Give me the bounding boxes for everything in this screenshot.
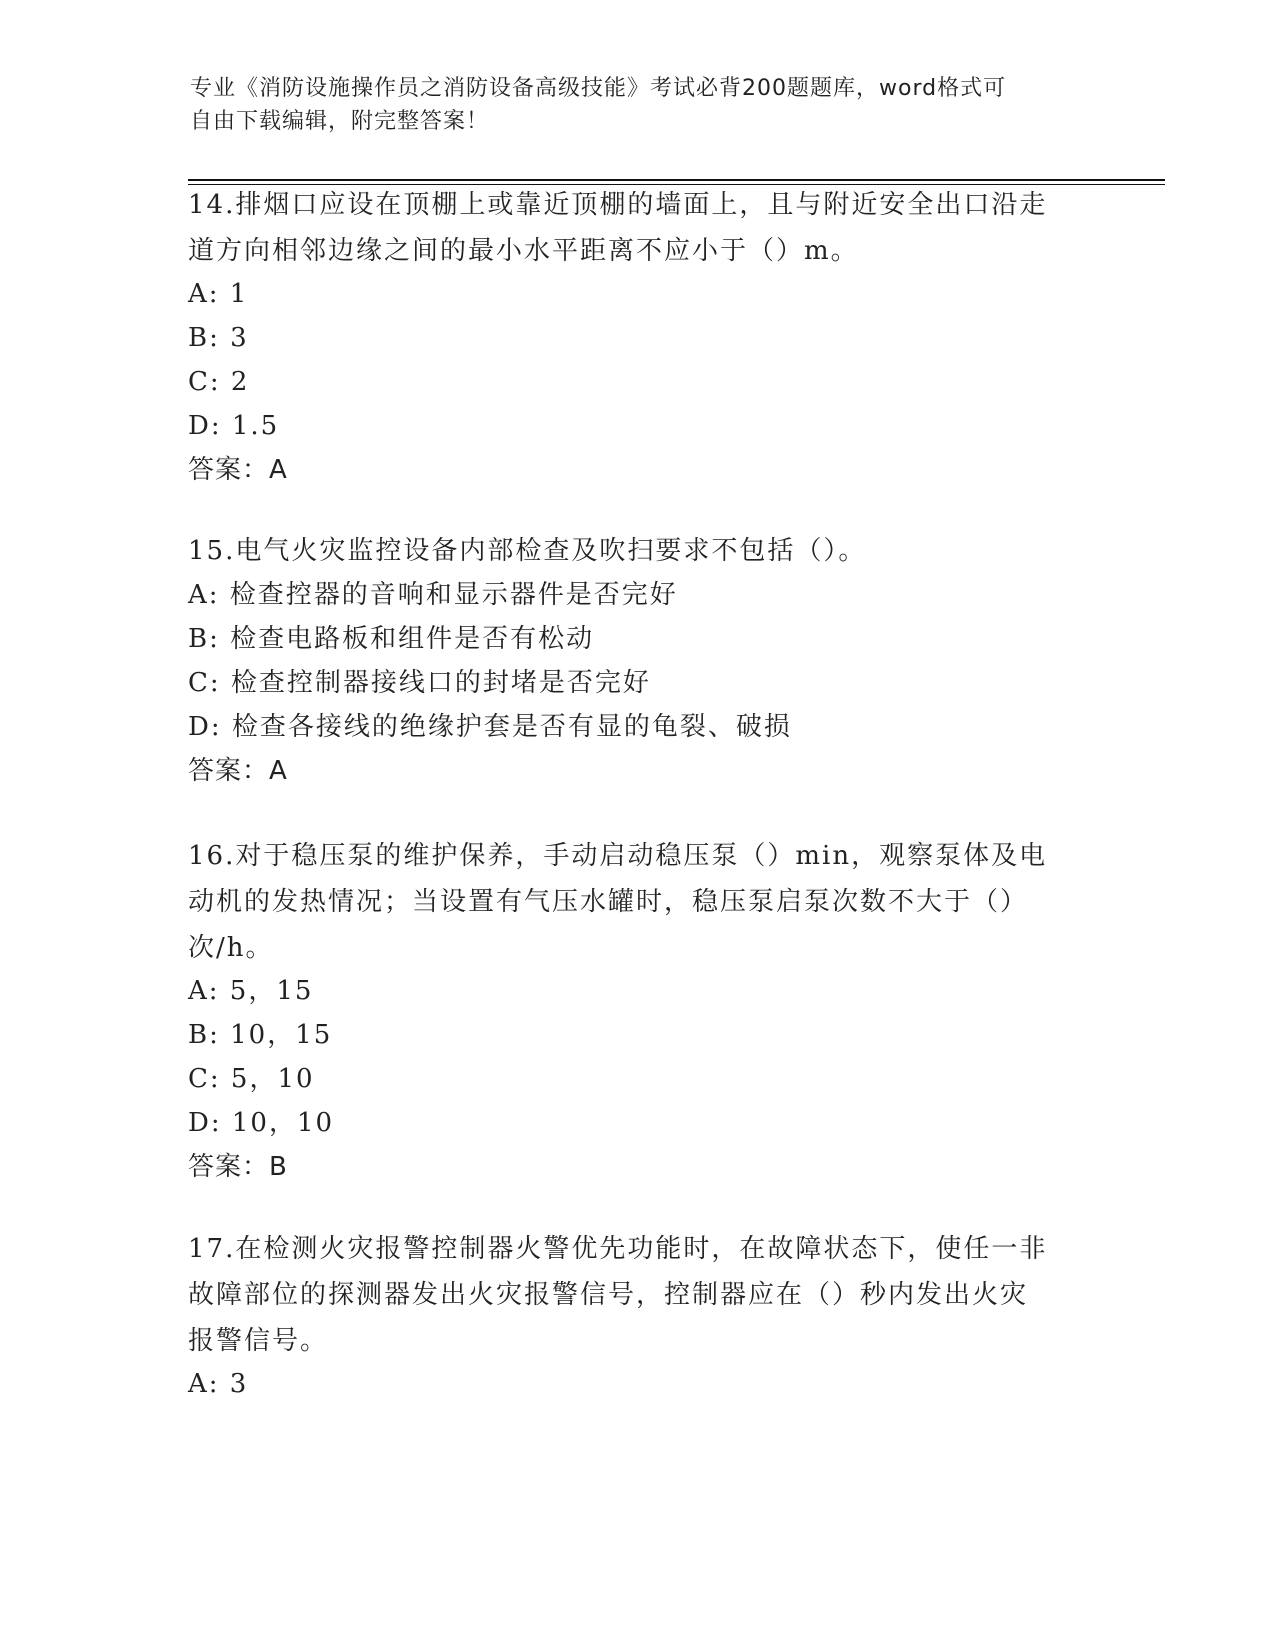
- question-15: [188, 528, 1088, 794]
- question-14: [188, 182, 1088, 493]
- stem-line: 17.在检测火灾报警控制器火警优先功能时，在故障状态下，使任一非: [188, 1234, 1048, 1264]
- option-b: B: 10，15: [188, 1020, 333, 1050]
- question-17: [188, 1226, 1088, 1407]
- option-b: B: 检查电路板和组件是否有松动: [188, 624, 595, 654]
- option-d: D: 检查各接线的绝缘护套是否有显的龟裂、破损: [188, 712, 792, 742]
- question-stem: [188, 182, 1088, 274]
- document-header: [190, 72, 1090, 138]
- option-d: D: 1.5: [188, 411, 280, 441]
- stem-line: 14.排烟口应设在顶棚上或靠近顶棚的墙面上，且与附近安全出口沿走: [188, 190, 1048, 220]
- option-c: C: 5，10: [188, 1064, 315, 1094]
- option-a: A: 3: [188, 1369, 249, 1399]
- question-stem: [188, 528, 1088, 574]
- answer-label: 答案：A: [188, 756, 288, 786]
- question-stem: [188, 833, 1088, 971]
- stem-line: 故障部位的探测器发出火灾报警信号，控制器应在（）秒内发出火灾: [188, 1280, 1029, 1310]
- stem-line: 次/h。: [188, 933, 274, 963]
- option-a: A: 5，15: [188, 976, 314, 1006]
- option-d: D: 10，10: [188, 1108, 335, 1138]
- question-16: [188, 833, 1088, 1190]
- option-b: B: 3: [188, 323, 249, 353]
- answer-label: 答案：B: [188, 1152, 288, 1182]
- option-c: C: 检查控制器接线口的封堵是否完好: [188, 668, 651, 698]
- option-a: A: 检查控器的音响和显示器件是否完好: [188, 580, 678, 610]
- header-rule-thick: [188, 179, 1165, 181]
- question-stem: [188, 1226, 1088, 1364]
- header-line-2: 自由下载编辑，附完整答案！: [190, 109, 490, 134]
- option-a: A: 1: [188, 279, 249, 309]
- stem-line: 道方向相邻边缘之间的最小水平距离不应小于（）m。: [188, 236, 859, 266]
- stem-line: 动机的发热情况；当设置有气压水罐时，稳压泵启泵次数不大于（）: [188, 887, 1029, 917]
- answer-label: 答案：A: [188, 455, 288, 485]
- stem-line: 16.对于稳压泵的维护保养，手动启动稳压泵（）min，观察泵体及电: [188, 841, 1048, 871]
- option-c: C: 2: [188, 367, 250, 397]
- stem-line: 15.电气火灾监控设备内部检查及吹扫要求不包括（）。: [188, 536, 867, 566]
- stem-line: 报警信号。: [188, 1326, 329, 1356]
- header-line-1: 专业《消防设施操作员之消防设备高级技能》考试必背200题题库，word格式可: [190, 76, 1007, 101]
